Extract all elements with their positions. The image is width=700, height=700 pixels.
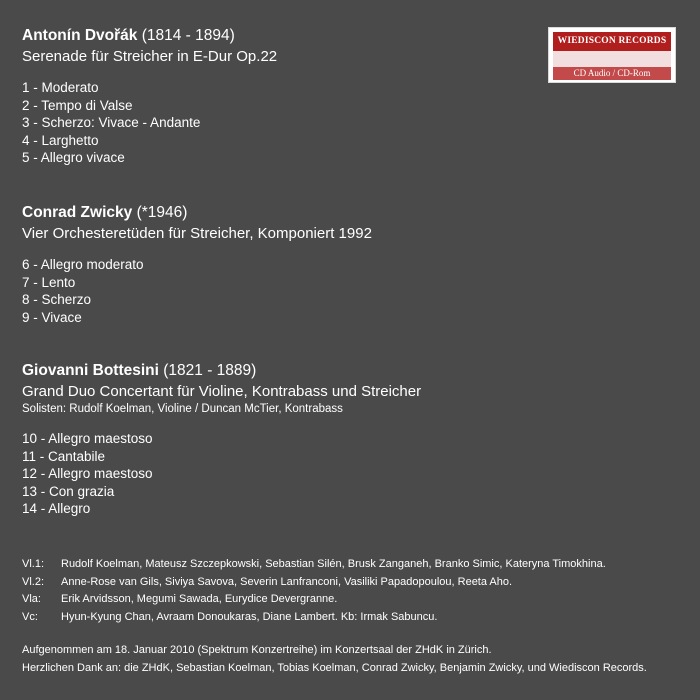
section-label: Vc: <box>22 610 38 623</box>
track-item: 9 - Vivace <box>22 309 82 325</box>
track-item: 1 - Moderato <box>22 80 99 95</box>
track-item: 13 - Con grazia <box>22 483 115 499</box>
track-list <box>22 256 144 326</box>
track-item: 5 - Allegro vivace <box>22 150 125 165</box>
musician-row <box>22 591 606 609</box>
composer-dates: (1821 - 1889) <box>163 362 257 379</box>
musician-row <box>22 609 606 627</box>
track-item: 10 - Allegro maestoso <box>22 431 153 446</box>
composer-heading <box>22 362 256 380</box>
track-item: 2 - Tempo di Valse <box>22 97 133 113</box>
composer-dates: (*1946) <box>136 204 188 221</box>
composer-dates: (1814 - 1894) <box>141 27 235 44</box>
soloists-line: Solisten: Rudolf Koelman, Violine / Duncan McTier, Kontrabass <box>22 403 343 415</box>
section-names: Hyun-Kyung Chan, Avraam Donoukaras, Diane Lambert. Kb: Irmak Sabuncu. <box>61 610 438 623</box>
section-label: Vla: <box>22 593 41 605</box>
logo-label: WIEDISCON RECORDS <box>553 32 671 51</box>
thanks-note: Herzlichen Dank an: die ZHdK, Sebastian Koelman, Tobias Koelman, Conrad Zwicky, Benjamin Zwicky, und Wiediscon Records. <box>22 661 647 674</box>
work-title: Vier Orchesteretüden für Streicher, Komponiert 1992 <box>22 225 372 242</box>
section-names: Erik Arvidsson, Megumi Sawada, Eurydice Devergranne. <box>61 593 338 605</box>
section-label: Vl.2: <box>22 575 45 588</box>
track-item: 8 - Scherzo <box>22 292 92 307</box>
wiedison-records-logo <box>548 27 676 83</box>
logo-band <box>553 51 671 67</box>
section-names: Anne-Rose van Gils, Siviya Savova, Severin Lanfranconi, Vasiliki Papadopoulou, Reeta Aho. <box>61 575 513 588</box>
work-title: Grand Duo Concertant für Violine, Kontrabass und Streicher <box>22 383 422 400</box>
track-list <box>22 79 200 167</box>
track-item: 12 - Allegro maestoso <box>22 466 153 481</box>
track-item: 11 - Cantabile <box>22 448 106 464</box>
recording-note: Aufgenommen am 18. Januar 2010 (Spektrum Konzertreihe) im Konzertsaal der ZHdK in Zürich. <box>22 644 492 656</box>
track-item: 7 - Lento <box>22 274 76 290</box>
track-item: 4 - Larghetto <box>22 132 99 148</box>
composer-name: Antonín Dvořák <box>22 27 138 44</box>
composer-name: Conrad Zwicky <box>22 204 133 221</box>
logo-sublabel: CD Audio / CD-Rom <box>553 67 671 80</box>
section-label: Vl.1: <box>22 558 45 570</box>
musician-row <box>22 556 606 574</box>
track-item: 14 - Allegro <box>22 501 91 516</box>
musician-list <box>22 556 606 626</box>
section-names: Rudolf Koelman, Mateusz Szczepkowski, Sebastian Silén, Brusk Zanganeh, Branko Simic, Kateryna Timokhina. <box>61 558 606 570</box>
credits-footer <box>22 642 647 677</box>
track-list <box>22 430 153 518</box>
composer-heading <box>22 204 187 222</box>
composer-name: Giovanni Bottesini <box>22 362 159 379</box>
track-item: 6 - Allegro moderato <box>22 257 144 272</box>
musician-row <box>22 574 606 592</box>
track-item: 3 - Scherzo: Vivace - Andante <box>22 115 201 130</box>
composer-heading <box>22 27 235 45</box>
work-title: Serenade für Streicher in E-Dur Op.22 <box>22 48 278 65</box>
